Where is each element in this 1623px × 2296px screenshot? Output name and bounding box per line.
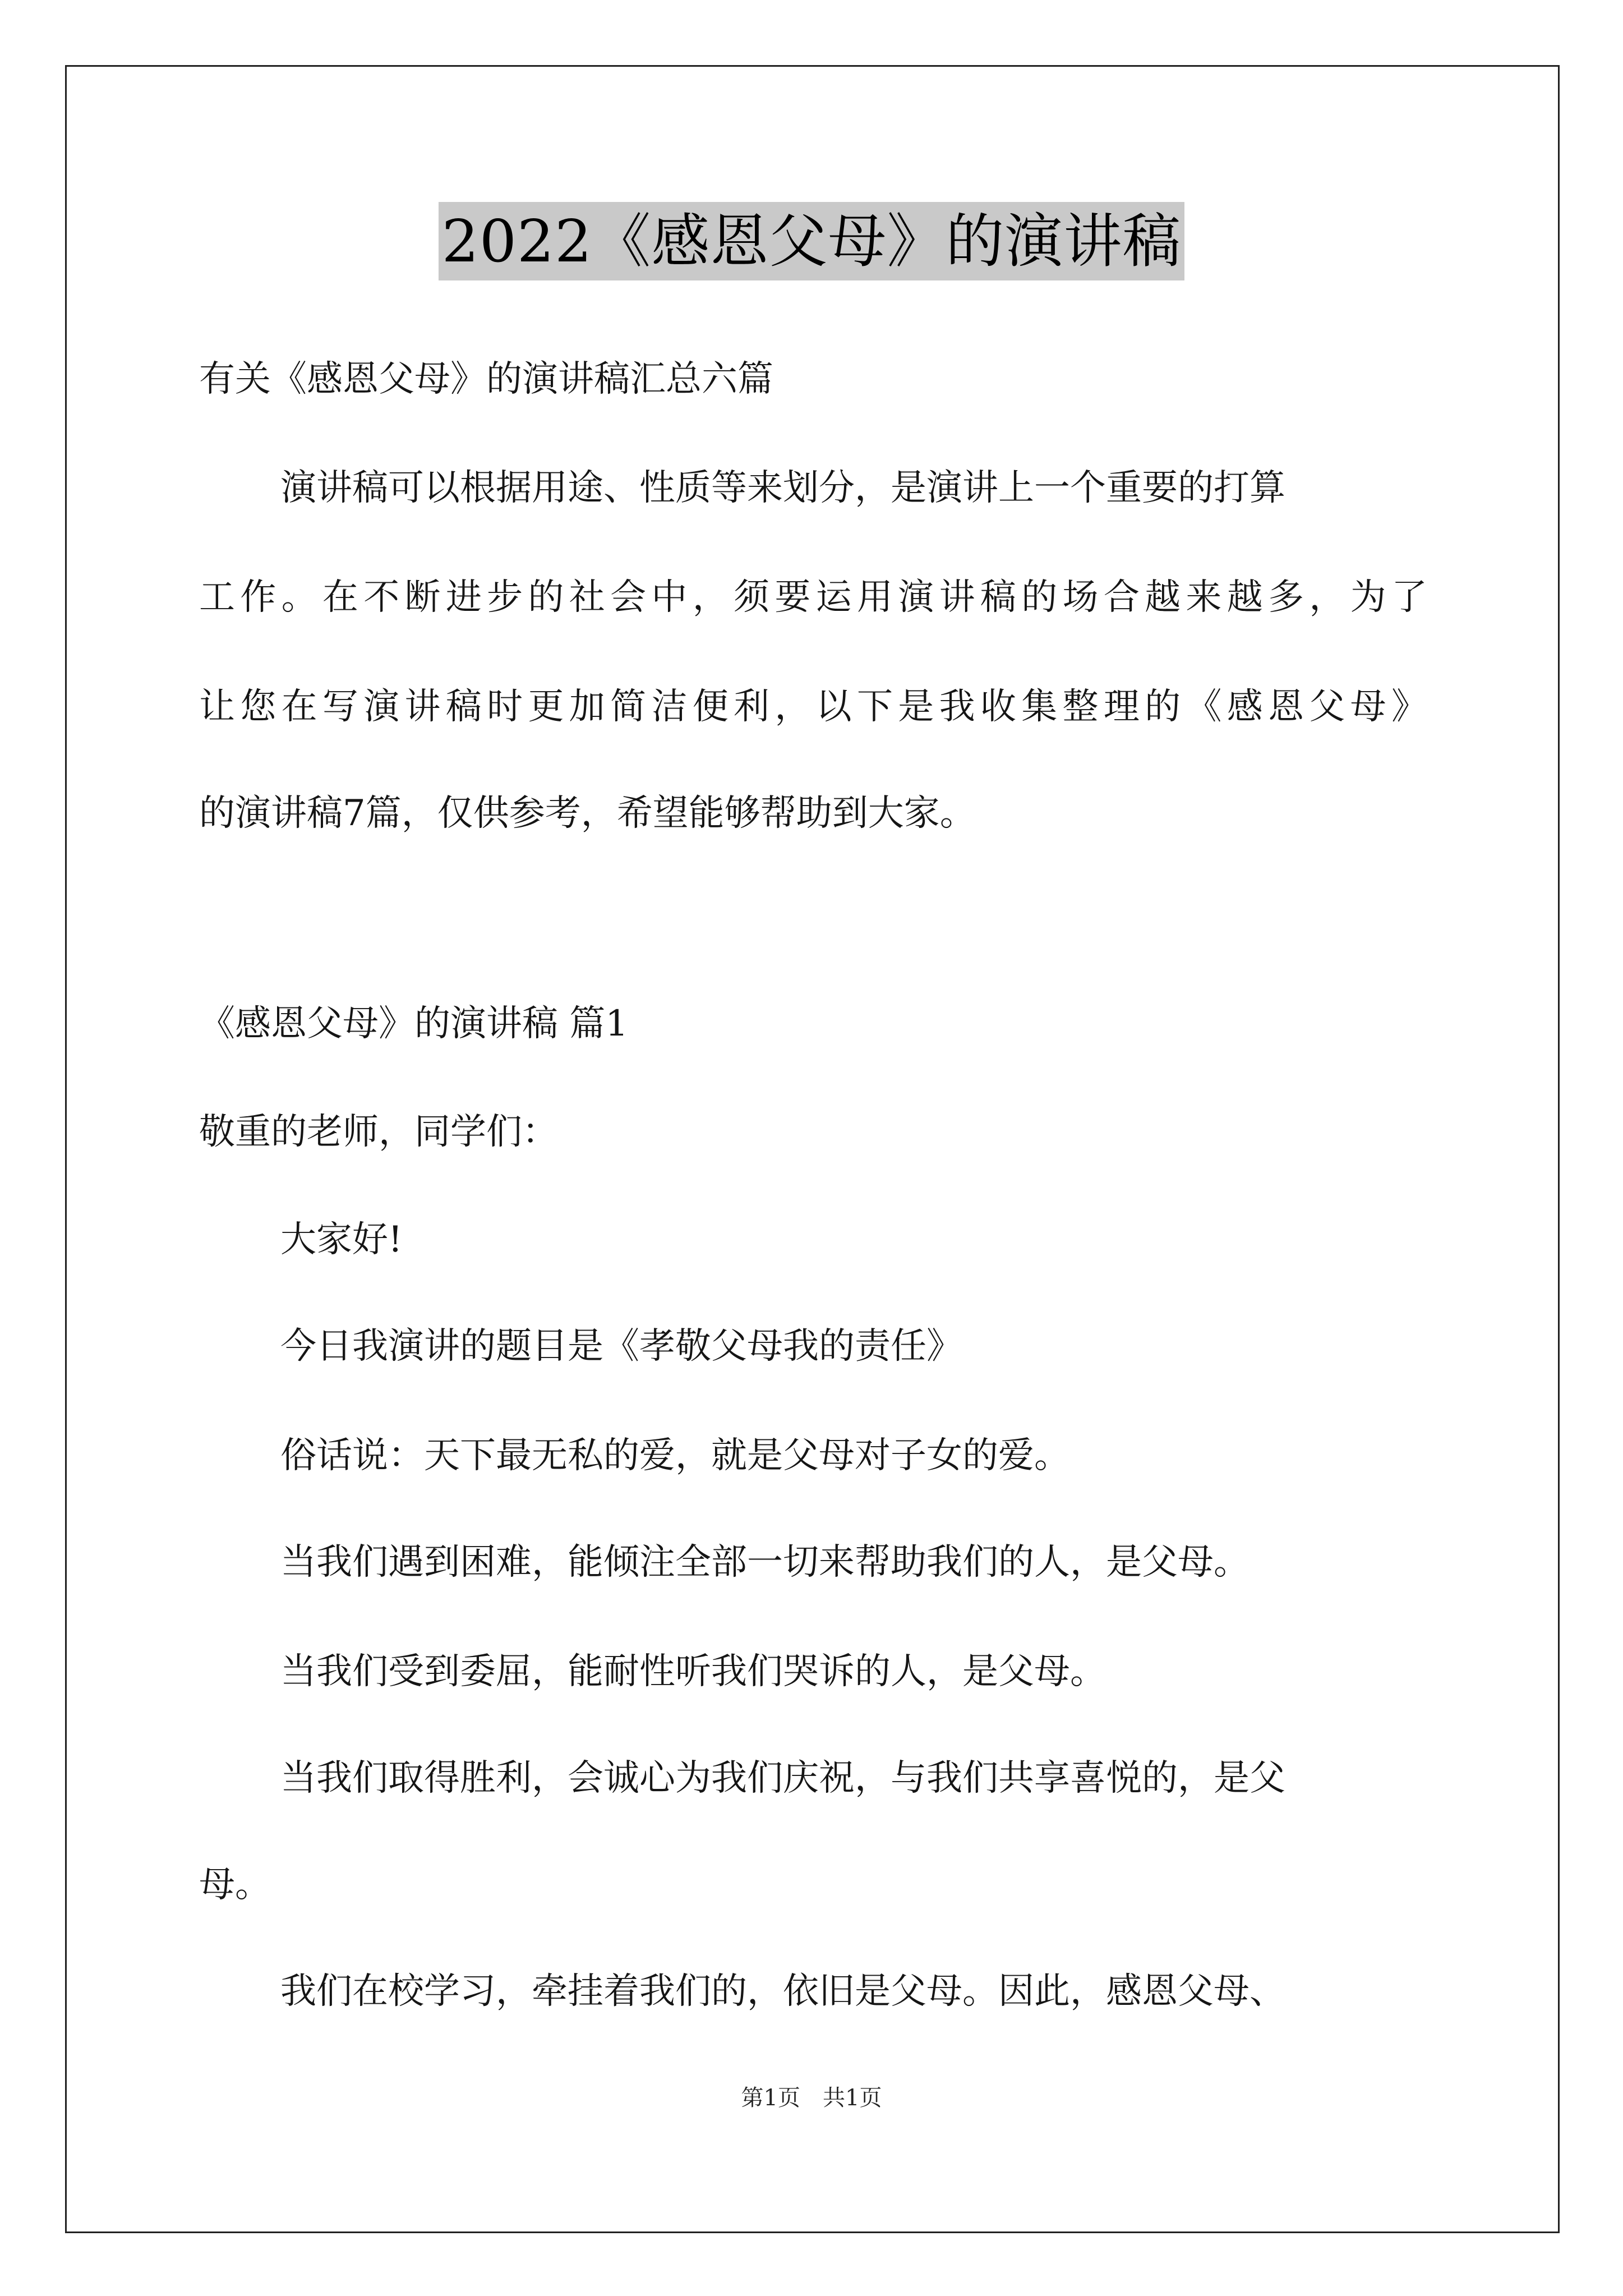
intro-line-2: 工作。在不断进步的社会中，须要运用演讲稿的场合越来越多，为了: [199, 577, 1427, 618]
intro-line-4: 的演讲稿7篇，仅供参考，希望能够帮助到大家。: [199, 793, 976, 834]
body-paragraph-3: 俗话说：天下最无私的爱，就是父母对子女的爱。: [280, 1435, 1070, 1476]
page-footer: 第1页 共1页: [741, 2085, 882, 2111]
document-subtitle: 有关《感恩父母》的演讲稿汇总六篇: [199, 358, 773, 400]
intro-line-1: 演讲稿可以根据用途、性质等来划分，是演讲上一个重要的打算: [280, 467, 1285, 509]
greeting: 敬重的老师，同学们：: [199, 1111, 558, 1153]
document-title: 2022《感恩父母》的演讲稿: [439, 202, 1185, 280]
section-heading: 《感恩父母》的演讲稿 篇1: [199, 1003, 629, 1045]
body-paragraph-4: 当我们遇到困难，能倾注全部一切来帮助我们的人，是父母。: [280, 1542, 1249, 1583]
body-paragraph-6-line-2: 母。: [199, 1864, 271, 1906]
body-paragraph-5: 当我们受到委屈，能耐性听我们哭诉的人，是父母。: [280, 1651, 1106, 1692]
body-paragraph-2: 今日我演讲的题目是《孝敬父母我的责任》: [280, 1326, 962, 1367]
title-container: [0, 202, 1623, 280]
body-paragraph-6-line-1: 当我们取得胜利，会诚心为我们庆祝，与我们共享喜悦的，是父: [280, 1757, 1285, 1799]
body-paragraph-7: 我们在校学习，牵挂着我们的，依旧是父母。因此，感恩父母、: [280, 1971, 1285, 2012]
body-paragraph-1: 大家好!: [280, 1219, 403, 1260]
intro-line-3: 让您在写演讲稿时更加简洁便利，以下是我收集整理的《感恩父母》: [199, 686, 1427, 728]
